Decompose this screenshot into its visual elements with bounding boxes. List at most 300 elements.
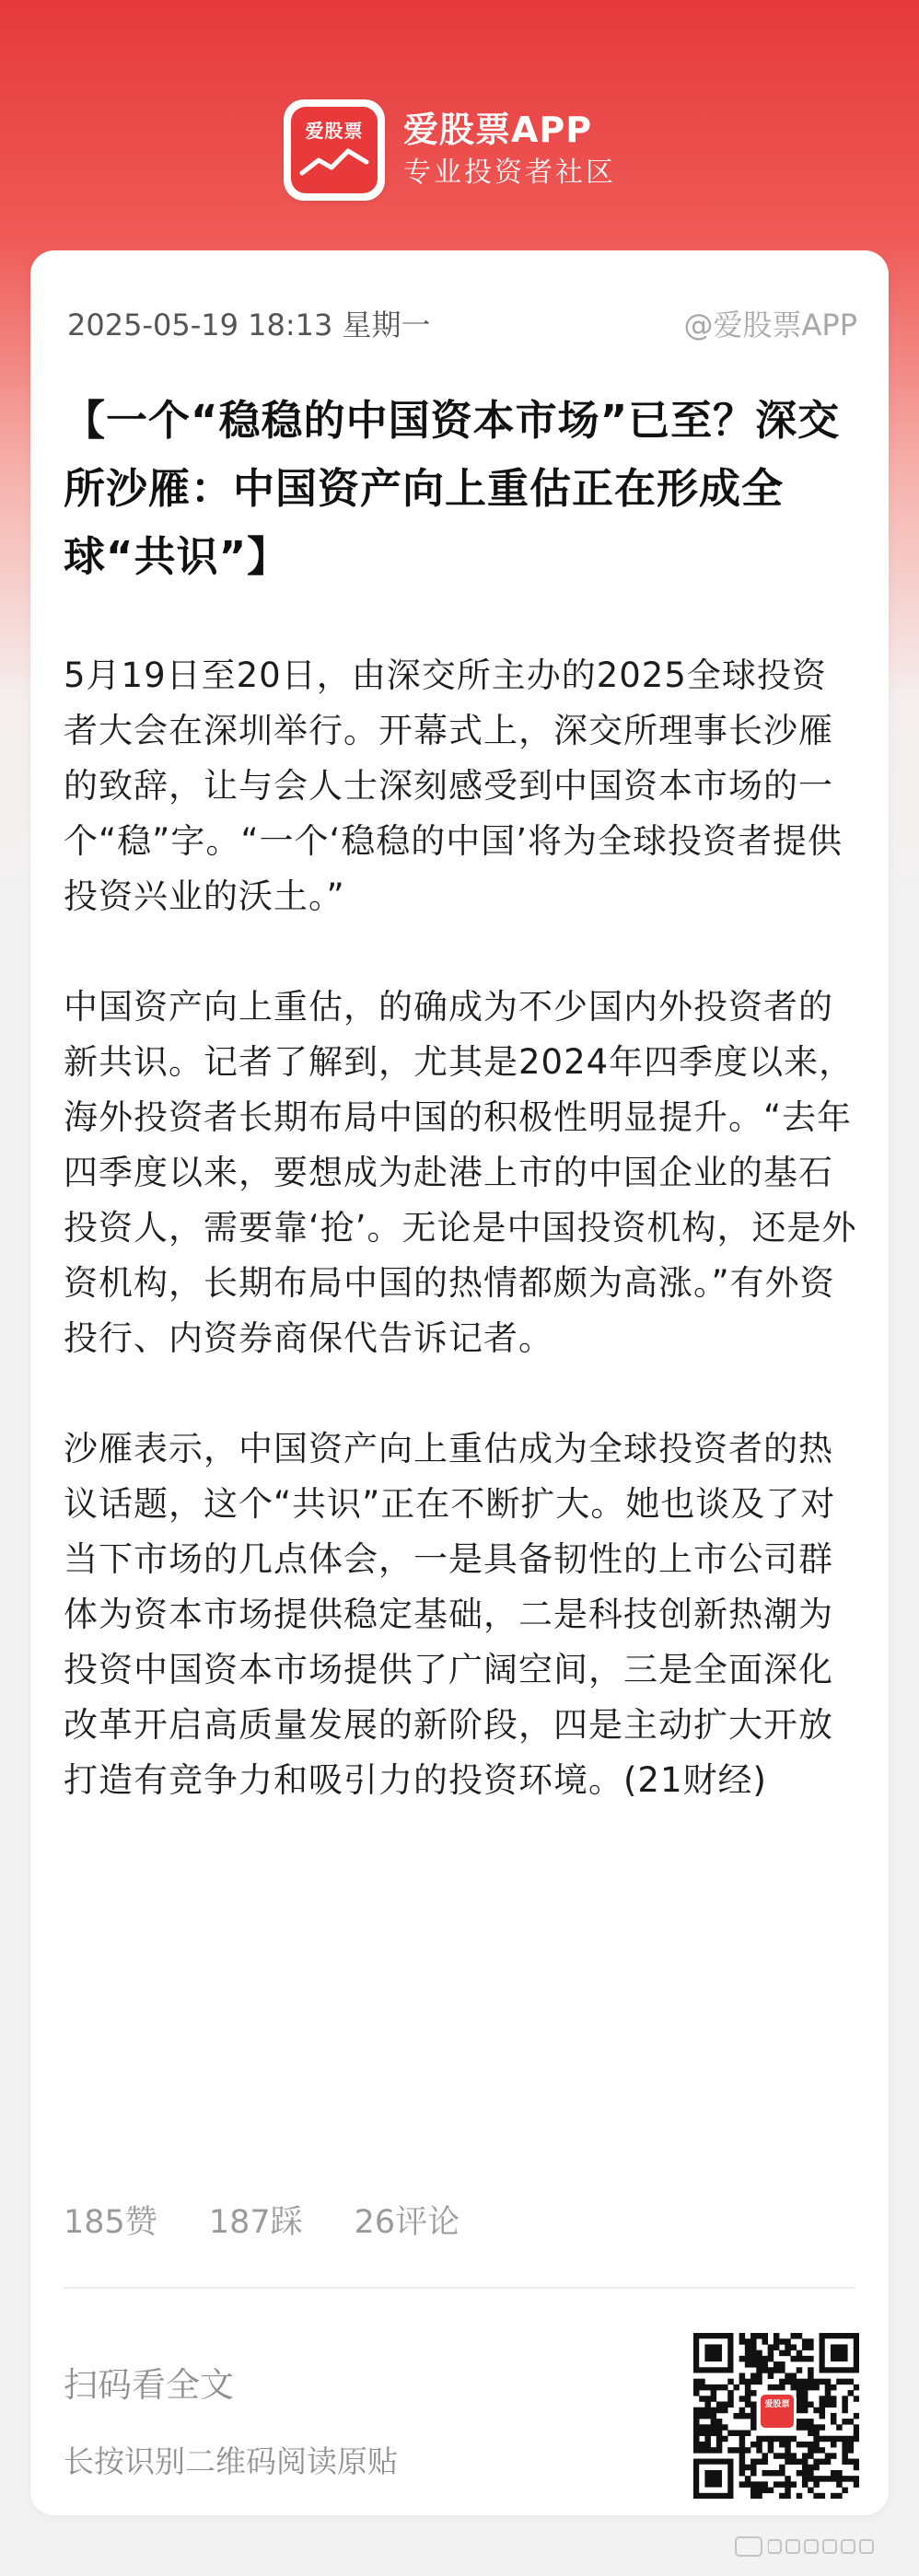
qr-module	[711, 2408, 717, 2414]
qr-module	[779, 2338, 785, 2345]
qr-module	[727, 2379, 734, 2385]
qr-finder	[704, 2470, 722, 2488]
qr-module	[745, 2350, 751, 2357]
qr-module	[797, 2442, 803, 2448]
qr-module	[704, 2431, 711, 2437]
qr-module	[750, 2470, 757, 2477]
qr-module	[808, 2338, 814, 2345]
qr-module	[693, 2413, 700, 2419]
qr-module	[739, 2459, 746, 2466]
post-paragraph: 中国资产向上重估，的确成为不少国内外投资者的新共识。记者了解到，尤其是2024年四季度以来，海外投资者长期布局中国的积极性明显提升。“去年四季度以来，要想成为赴港上市的中国企业的基石投资人，需要靠‘抢’。无论是中国投资机构，还是外资机构，长期布局中国的热情都颇为高涨。”有外资投行、内资券商保代告诉记者。	[64, 987, 857, 1358]
qr-module	[716, 2385, 723, 2391]
qr-module	[848, 2476, 855, 2482]
qr-module	[750, 2493, 757, 2499]
qr-module	[848, 2379, 855, 2385]
qr-module	[836, 2476, 843, 2482]
qr-module	[779, 2367, 785, 2373]
post-body	[64, 648, 857, 1863]
qr-module	[756, 2379, 762, 2385]
qr-module	[750, 2419, 757, 2425]
qr-module	[802, 2390, 808, 2396]
qr-module	[808, 2447, 814, 2454]
qr-module	[716, 2424, 723, 2431]
qr-module	[739, 2453, 746, 2459]
qr-module	[842, 2476, 848, 2482]
qr-module	[785, 2379, 791, 2385]
qr-module	[704, 2385, 711, 2391]
qr-module	[745, 2447, 751, 2454]
qr-module	[813, 2465, 820, 2471]
qr-module	[813, 2385, 820, 2391]
qr-module	[797, 2390, 803, 2396]
qr-module	[831, 2442, 837, 2448]
qr-module	[836, 2470, 843, 2477]
qr-module	[785, 2373, 791, 2379]
qr-module	[791, 2436, 797, 2443]
qr-module	[750, 2350, 757, 2357]
qr-module	[802, 2356, 808, 2362]
qr-module	[693, 2424, 700, 2431]
qr-module	[768, 2356, 774, 2362]
qr-module	[813, 2424, 820, 2431]
qr-module	[768, 2442, 774, 2448]
qr-module	[785, 2453, 791, 2459]
qr-module	[825, 2396, 832, 2402]
qr-module	[802, 2385, 808, 2391]
qr-module	[750, 2333, 757, 2339]
qr-module	[768, 2470, 774, 2477]
qr-module	[739, 2470, 746, 2477]
qr-module	[831, 2453, 837, 2459]
qr-module	[820, 2408, 826, 2414]
qr-module	[848, 2459, 855, 2466]
qr-module	[813, 2476, 820, 2482]
qr-module	[750, 2488, 757, 2494]
qr-module	[693, 2442, 700, 2448]
qr-module	[785, 2488, 791, 2494]
qr-module	[750, 2356, 757, 2362]
qr-module	[699, 2424, 705, 2431]
qr-module	[791, 2356, 797, 2362]
qr-module	[693, 2385, 700, 2391]
qr-module	[762, 2338, 768, 2345]
qr-module	[774, 2470, 780, 2477]
qr-module	[842, 2401, 848, 2408]
qr-module	[808, 2442, 814, 2448]
qr-module	[854, 2436, 859, 2443]
qr-module	[779, 2385, 785, 2391]
qr-module	[813, 2493, 820, 2499]
qr-module	[704, 2401, 711, 2408]
qr-module	[756, 2373, 762, 2379]
qr-module	[813, 2447, 820, 2454]
qr-module	[813, 2442, 820, 2448]
qr-module	[774, 2344, 780, 2350]
qr-module	[791, 2453, 797, 2459]
qr-module	[797, 2459, 803, 2466]
qr-texts	[64, 2362, 398, 2484]
qr-module	[745, 2390, 751, 2396]
qr-module	[820, 2396, 826, 2402]
qr-module	[797, 2356, 803, 2362]
qr-module	[813, 2408, 820, 2414]
qr-module	[739, 2396, 746, 2402]
qr-module	[739, 2431, 746, 2437]
qr-code-icon[interactable]	[693, 2333, 859, 2499]
qr-module	[739, 2379, 746, 2385]
post-stats	[64, 2199, 460, 2245]
qr-module	[733, 2413, 739, 2419]
qr-module	[779, 2481, 785, 2488]
qr-module	[854, 2385, 859, 2391]
qr-logo-icon: 爱股票	[758, 2392, 797, 2431]
qr-module	[779, 2493, 785, 2499]
qr-module	[699, 2447, 705, 2454]
qr-module	[704, 2436, 711, 2443]
qr-module	[756, 2361, 762, 2368]
qr-module	[711, 2447, 717, 2454]
qr-module	[808, 2476, 814, 2482]
qr-module	[722, 2401, 728, 2408]
qr-module	[802, 2379, 808, 2385]
qr-module	[739, 2413, 746, 2419]
qr-module	[802, 2465, 808, 2471]
qr-module	[779, 2442, 785, 2448]
qr-module	[797, 2493, 803, 2499]
qr-module	[854, 2413, 859, 2419]
qr-module	[779, 2436, 785, 2443]
qr-module	[693, 2379, 700, 2385]
qr-module	[842, 2408, 848, 2414]
divider	[64, 2287, 855, 2289]
qr-module	[762, 2488, 768, 2494]
qr-module	[813, 2459, 820, 2466]
qr-module	[693, 2447, 700, 2454]
qr-module	[854, 2424, 859, 2431]
qr-module	[699, 2413, 705, 2419]
qr-module	[716, 2431, 723, 2437]
qr-module	[785, 2442, 791, 2448]
qr-module	[797, 2367, 803, 2373]
qr-module	[750, 2401, 757, 2408]
qr-title: 扫码看全文	[64, 2365, 234, 2405]
qr-module	[842, 2453, 848, 2459]
qr-module	[831, 2436, 837, 2443]
post-source[interactable]: @爱股票APP	[683, 307, 857, 342]
qr-module	[785, 2344, 791, 2350]
qr-module	[745, 2385, 751, 2391]
qr-module	[756, 2488, 762, 2494]
qr-module	[791, 2344, 797, 2350]
qr-module	[739, 2447, 746, 2454]
qr-module	[699, 2442, 705, 2448]
qr-module	[791, 2333, 797, 2339]
qr-module	[802, 2459, 808, 2466]
qr-module	[848, 2447, 855, 2454]
qr-module	[739, 2373, 746, 2379]
qr-module	[704, 2447, 711, 2454]
qr-module	[791, 2481, 797, 2488]
qr-module	[813, 2436, 820, 2443]
post-datetime: 2025-05-19 18:13 星期一	[67, 307, 431, 342]
qr-module	[739, 2481, 746, 2488]
qr-module	[750, 2379, 757, 2385]
qr-module	[699, 2431, 705, 2437]
qr-module	[836, 2424, 843, 2431]
qr-module	[762, 2436, 768, 2443]
qr-module	[808, 2373, 814, 2379]
watermark-mark	[768, 2536, 878, 2557]
qr-module	[808, 2401, 814, 2408]
qr-module	[785, 2476, 791, 2482]
qr-module	[762, 2481, 768, 2488]
qr-module	[711, 2431, 717, 2437]
qr-module	[756, 2442, 762, 2448]
qr-module	[820, 2413, 826, 2419]
qr-module	[745, 2481, 751, 2488]
qr-module	[842, 2442, 848, 2448]
qr-module	[808, 2344, 814, 2350]
qr-module	[704, 2396, 711, 2402]
app-logo-text: 爱股票	[305, 120, 364, 142]
qr-module	[745, 2338, 751, 2345]
qr-module	[802, 2442, 808, 2448]
qr-module	[854, 2431, 859, 2437]
qr-module	[808, 2488, 814, 2494]
qr-module	[825, 2401, 832, 2408]
qr-module	[722, 2408, 728, 2414]
qr-module	[704, 2408, 711, 2414]
qr-module	[733, 2431, 739, 2437]
qr-module	[802, 2344, 808, 2350]
qr-module	[825, 2476, 832, 2482]
qr-module	[808, 2431, 814, 2437]
qr-module	[711, 2385, 717, 2391]
qr-hint: 长按识别二维码阅读原贴	[64, 2443, 398, 2479]
qr-module	[802, 2424, 808, 2431]
qr-module	[711, 2396, 717, 2402]
qr-module	[739, 2356, 746, 2362]
post-paragraph: 沙雁表示，中国资产向上重估成为全球投资者的热议话题，这个“共识”正在不断扩大。她也谈及了对当下市场的几点体会，一是具备韧性的上市公司群体为资本市场提供稳定基础，二是科技创新热潮为投资中国资本市场提供了广阔空间，三是全面深化改革开启高质量发展的新阶段，四是主动扩大开放打造有竞争力和吸引力的投资环境。(21财经)	[64, 1429, 836, 1800]
qr-module	[797, 2385, 803, 2391]
qr-module	[813, 2379, 820, 2385]
qr-module	[831, 2476, 837, 2482]
app-name: 爱股票APP	[403, 110, 593, 150]
qr-module	[745, 2465, 751, 2471]
qr-module	[848, 2419, 855, 2425]
qr-module	[750, 2373, 757, 2379]
qr-module	[750, 2413, 757, 2419]
qr-module	[802, 2338, 808, 2345]
qr-module	[768, 2344, 774, 2350]
qr-module	[756, 2356, 762, 2362]
like-count[interactable]: 185赞	[64, 2204, 157, 2241]
qr-module	[739, 2338, 746, 2345]
qr-module	[716, 2436, 723, 2443]
qr-module	[711, 2413, 717, 2419]
qr-module	[699, 2379, 705, 2385]
post-meta	[67, 300, 857, 346]
qr-module	[774, 2453, 780, 2459]
qr-module	[750, 2344, 757, 2350]
qr-module	[745, 2396, 751, 2402]
qr-module	[779, 2470, 785, 2477]
qr-module	[756, 2350, 762, 2357]
qr-module	[797, 2333, 803, 2339]
qr-module	[693, 2436, 700, 2443]
qr-module	[768, 2350, 774, 2357]
qr-module	[739, 2442, 746, 2448]
qr-module	[831, 2396, 837, 2402]
qr-module	[779, 2350, 785, 2357]
qr-module	[774, 2338, 780, 2345]
qr-module	[825, 2459, 832, 2466]
qr-module	[808, 2385, 814, 2391]
qr-module	[693, 2408, 700, 2414]
qr-module	[797, 2419, 803, 2425]
qr-module	[785, 2338, 791, 2345]
qr-module	[820, 2493, 826, 2499]
qr-module	[836, 2379, 843, 2385]
qr-module	[825, 2453, 832, 2459]
qr-module	[785, 2459, 791, 2466]
brand-text	[403, 107, 616, 193]
qr-module	[762, 2361, 768, 2368]
qr-module	[797, 2401, 803, 2408]
post-card	[30, 250, 889, 2515]
qr-module	[745, 2379, 751, 2385]
qr-module	[842, 2379, 848, 2385]
qr-module	[802, 2408, 808, 2414]
qr-module	[831, 2493, 837, 2499]
qr-module	[802, 2453, 808, 2459]
qr-module	[739, 2465, 746, 2471]
qr-module	[831, 2470, 837, 2477]
qr-module	[722, 2424, 728, 2431]
qr-module	[808, 2453, 814, 2459]
app-logo-mark	[291, 107, 378, 193]
qr-module	[750, 2459, 757, 2466]
qr-module	[842, 2419, 848, 2425]
qr-module	[704, 2424, 711, 2431]
comment-count[interactable]: 26评论	[354, 2204, 460, 2241]
qr-module	[727, 2431, 734, 2437]
qr-module	[727, 2447, 734, 2454]
qr-module	[825, 2379, 832, 2385]
qr-module	[820, 2424, 826, 2431]
qr-module	[750, 2465, 757, 2471]
qr-module	[785, 2493, 791, 2499]
qr-module	[716, 2401, 723, 2408]
qr-module	[836, 2436, 843, 2443]
qr-module	[820, 2476, 826, 2482]
qr-module	[733, 2447, 739, 2454]
qr-module	[704, 2442, 711, 2448]
qr-module	[820, 2459, 826, 2466]
qr-module	[802, 2476, 808, 2482]
qr-module	[854, 2481, 859, 2488]
qr-module	[785, 2436, 791, 2443]
qr-module	[745, 2431, 751, 2437]
qr-module	[768, 2373, 774, 2379]
qr-module	[797, 2424, 803, 2431]
qr-module	[768, 2367, 774, 2373]
qr-module	[745, 2401, 751, 2408]
qr-finder	[704, 2344, 722, 2361]
qr-module	[699, 2385, 705, 2391]
weibo-watermark-icon	[735, 2536, 878, 2557]
qr-module	[808, 2470, 814, 2477]
dislike-count[interactable]: 187踩	[208, 2204, 303, 2241]
qr-module	[716, 2408, 723, 2414]
qr-module	[750, 2481, 757, 2488]
qr-module	[820, 2436, 826, 2443]
qr-module	[739, 2408, 746, 2414]
qr-module	[774, 2481, 780, 2488]
qr-module	[842, 2488, 848, 2494]
qr-module	[693, 2419, 700, 2425]
app-logo-icon	[284, 99, 385, 201]
qr-module	[745, 2413, 751, 2419]
qr-module	[756, 2481, 762, 2488]
qr-module	[854, 2476, 859, 2482]
qr-module	[750, 2408, 757, 2414]
qr-module	[779, 2465, 785, 2471]
qr-module	[768, 2447, 774, 2454]
qr-module	[813, 2431, 820, 2437]
qr-module	[808, 2419, 814, 2425]
qr-module	[802, 2419, 808, 2425]
qr-module	[722, 2385, 728, 2391]
qr-module	[716, 2447, 723, 2454]
qr-module	[768, 2436, 774, 2443]
qr-module	[797, 2470, 803, 2477]
qr-module	[750, 2442, 757, 2448]
qr-module	[842, 2396, 848, 2402]
qr-module	[727, 2390, 734, 2396]
qr-module	[831, 2413, 837, 2419]
qr-module	[797, 2350, 803, 2357]
qr-module	[762, 2453, 768, 2459]
qr-module	[774, 2436, 780, 2443]
qr-module	[854, 2396, 859, 2402]
qr-module	[808, 2465, 814, 2471]
watermark-badge	[735, 2536, 762, 2557]
qr-module	[716, 2442, 723, 2448]
qr-module	[762, 2333, 768, 2339]
qr-module	[802, 2396, 808, 2402]
qr-module	[820, 2447, 826, 2454]
app-slogan: 专业投资者社区	[403, 157, 616, 189]
qr-module	[768, 2488, 774, 2494]
qr-module	[848, 2390, 855, 2396]
qr-module	[825, 2390, 832, 2396]
qr-module	[727, 2401, 734, 2408]
qr-module	[831, 2419, 837, 2425]
qr-module	[762, 2367, 768, 2373]
qr-module	[750, 2338, 757, 2345]
qr-module	[785, 2350, 791, 2357]
qr-module	[842, 2459, 848, 2466]
qr-module	[727, 2396, 734, 2402]
qr-module	[756, 2493, 762, 2499]
qr-module	[745, 2361, 751, 2368]
qr-module	[722, 2436, 728, 2443]
qr-module	[808, 2356, 814, 2362]
qr-module	[808, 2379, 814, 2385]
qr-module	[797, 2408, 803, 2414]
post-title: 【一个“稳稳的中国资本市场”已至？深交所沙雁：中国资产向上重估正在形成全球“共识”】	[64, 396, 841, 581]
